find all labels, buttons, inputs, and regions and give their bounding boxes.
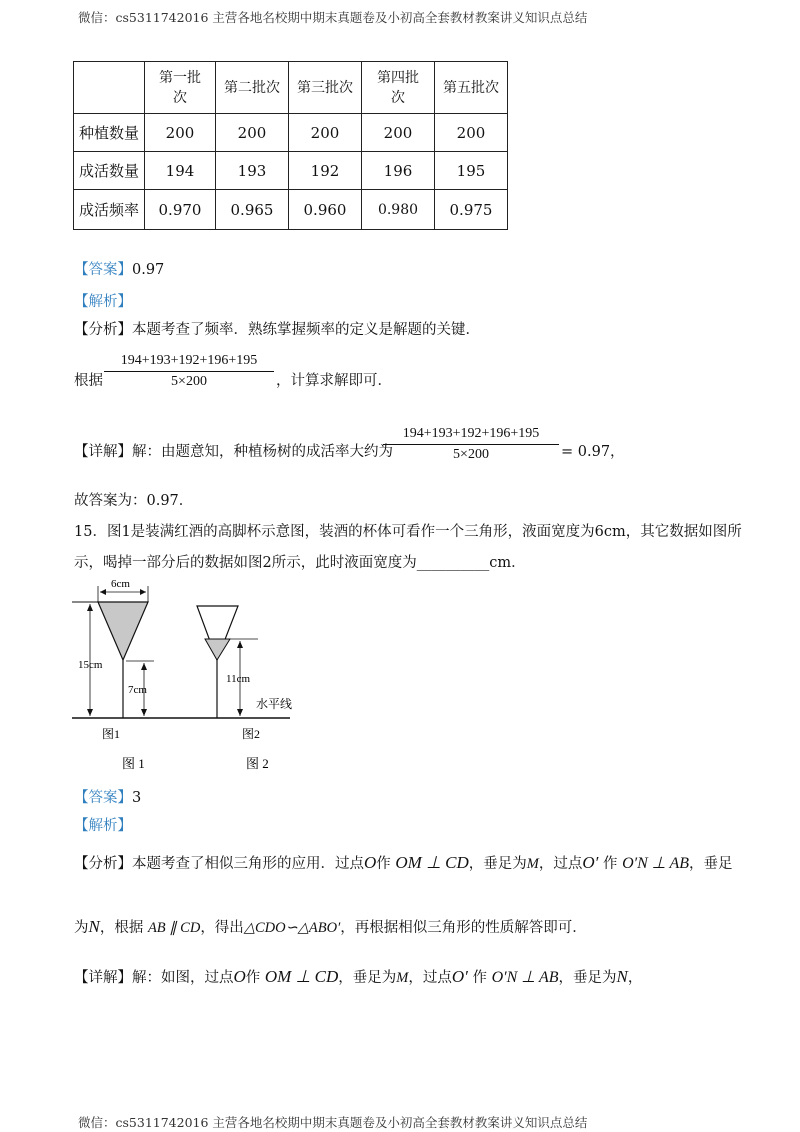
- q14-genju-label: 根据: [74, 373, 103, 389]
- table-cell: 200: [289, 114, 362, 152]
- q14-answer-line: [74, 258, 164, 279]
- q15-fenxi-line2: 为N，根据 AB ∥ CD，得出△CDO∽△ABO′，再根据相似三角形的性质解答即可．: [74, 917, 587, 936]
- analysis-tag: 【解析】: [74, 294, 132, 310]
- col-header-5: 第五批次: [435, 62, 508, 114]
- q14-conclusion: 故答案为：0.97．: [74, 493, 194, 509]
- fig1-caption: 图 1: [122, 756, 145, 771]
- label-11cm: 11cm: [226, 673, 251, 685]
- label-6cm: 6cm: [111, 578, 130, 590]
- table-cell: 200: [435, 114, 508, 152]
- q14-xiangjie: 【详解】解：由题意知，种植杨树的成活率大约为: [74, 444, 393, 460]
- q15-line-2: 示，喝掉一部分后的数据如图2所示，此时液面宽度为__________cm．: [74, 555, 526, 571]
- answer-tag: 【答案】: [74, 262, 132, 278]
- table-cell: 0.970: [145, 190, 216, 230]
- fig1-inner-label: 图1: [102, 727, 121, 741]
- label-horizon: 水平线: [256, 697, 293, 711]
- table-corner-cell: [74, 62, 145, 114]
- table-cell: 0.960: [289, 190, 362, 230]
- fig2-inner-label: 图2: [242, 727, 261, 741]
- q15-fenxi-line1: 【分析】本题考查了相似三角形的应用．过点O作 OM ⊥ CD，垂足为M，过点O′ 作 O′N ⊥ AB，垂足: [74, 853, 733, 872]
- col-header-1: 第一批 次: [145, 62, 216, 114]
- q14-result: = 0.97，: [561, 444, 625, 460]
- table-cell: 193: [216, 152, 289, 190]
- table-cell: 200: [145, 114, 216, 152]
- table-cell: 192: [289, 152, 362, 190]
- table-cell: 200: [216, 114, 289, 152]
- q14-fenxi: 【分析】本题考查了频率．熟练掌握频率的定义是解题的关键．: [74, 322, 480, 338]
- fig2-caption: 图 2: [246, 756, 269, 771]
- q15-answer-line: 【答案】3: [74, 790, 142, 806]
- label-15cm: 15cm: [78, 659, 103, 671]
- label-7cm: 7cm: [128, 684, 147, 696]
- q15-analysis-tag: 【解析】: [74, 818, 132, 834]
- table-cell: 195: [435, 152, 508, 190]
- table-cell: 0.965: [216, 190, 289, 230]
- answer-value: 0.97: [132, 262, 165, 278]
- page-header: 微信：cs5311742016 主营各地名校期中期末真题卷及小初高全套教材教案讲义知识点总结: [78, 10, 588, 25]
- table-cell: 0.975: [435, 190, 508, 230]
- col-header-3: 第三批次: [289, 62, 362, 114]
- wine-glass-figure: [60, 572, 320, 782]
- q14-fraction: 194+193+192+196+195 5×200: [104, 353, 274, 390]
- table-cell: 194: [145, 152, 216, 190]
- q14-genju-after: ，计算求解即可．: [276, 373, 392, 389]
- row-label: 种植数量: [74, 114, 145, 152]
- table-cell: 196: [362, 152, 435, 190]
- row-label: 成活数量: [74, 152, 145, 190]
- q15-line-1: 15．图1是装满红酒的高脚杯示意图，装酒的杯体可看作一个三角形，液面宽度为6cm，其它数据如图所: [74, 524, 742, 540]
- col-header-4: 第四批 次: [362, 62, 435, 114]
- survival-table: [73, 61, 508, 230]
- q15-xiangjie: 【详解】解：如图，过点O作 OM ⊥ CD，垂足为M，过点O′ 作 O′N ⊥ AB，垂足为N，: [74, 967, 643, 986]
- row-label: 成活频率: [74, 190, 145, 230]
- q14-fraction-2: 194+193+192+196+195 5×200: [383, 426, 559, 463]
- table-cell: 200: [362, 114, 435, 152]
- page-footer: 微信：cs5311742016 主营各地名校期中期末真题卷及小初高全套教材教案讲义知识点总结: [78, 1115, 588, 1130]
- col-header-2: 第二批次: [216, 62, 289, 114]
- table-cell: 0.980: [362, 190, 435, 230]
